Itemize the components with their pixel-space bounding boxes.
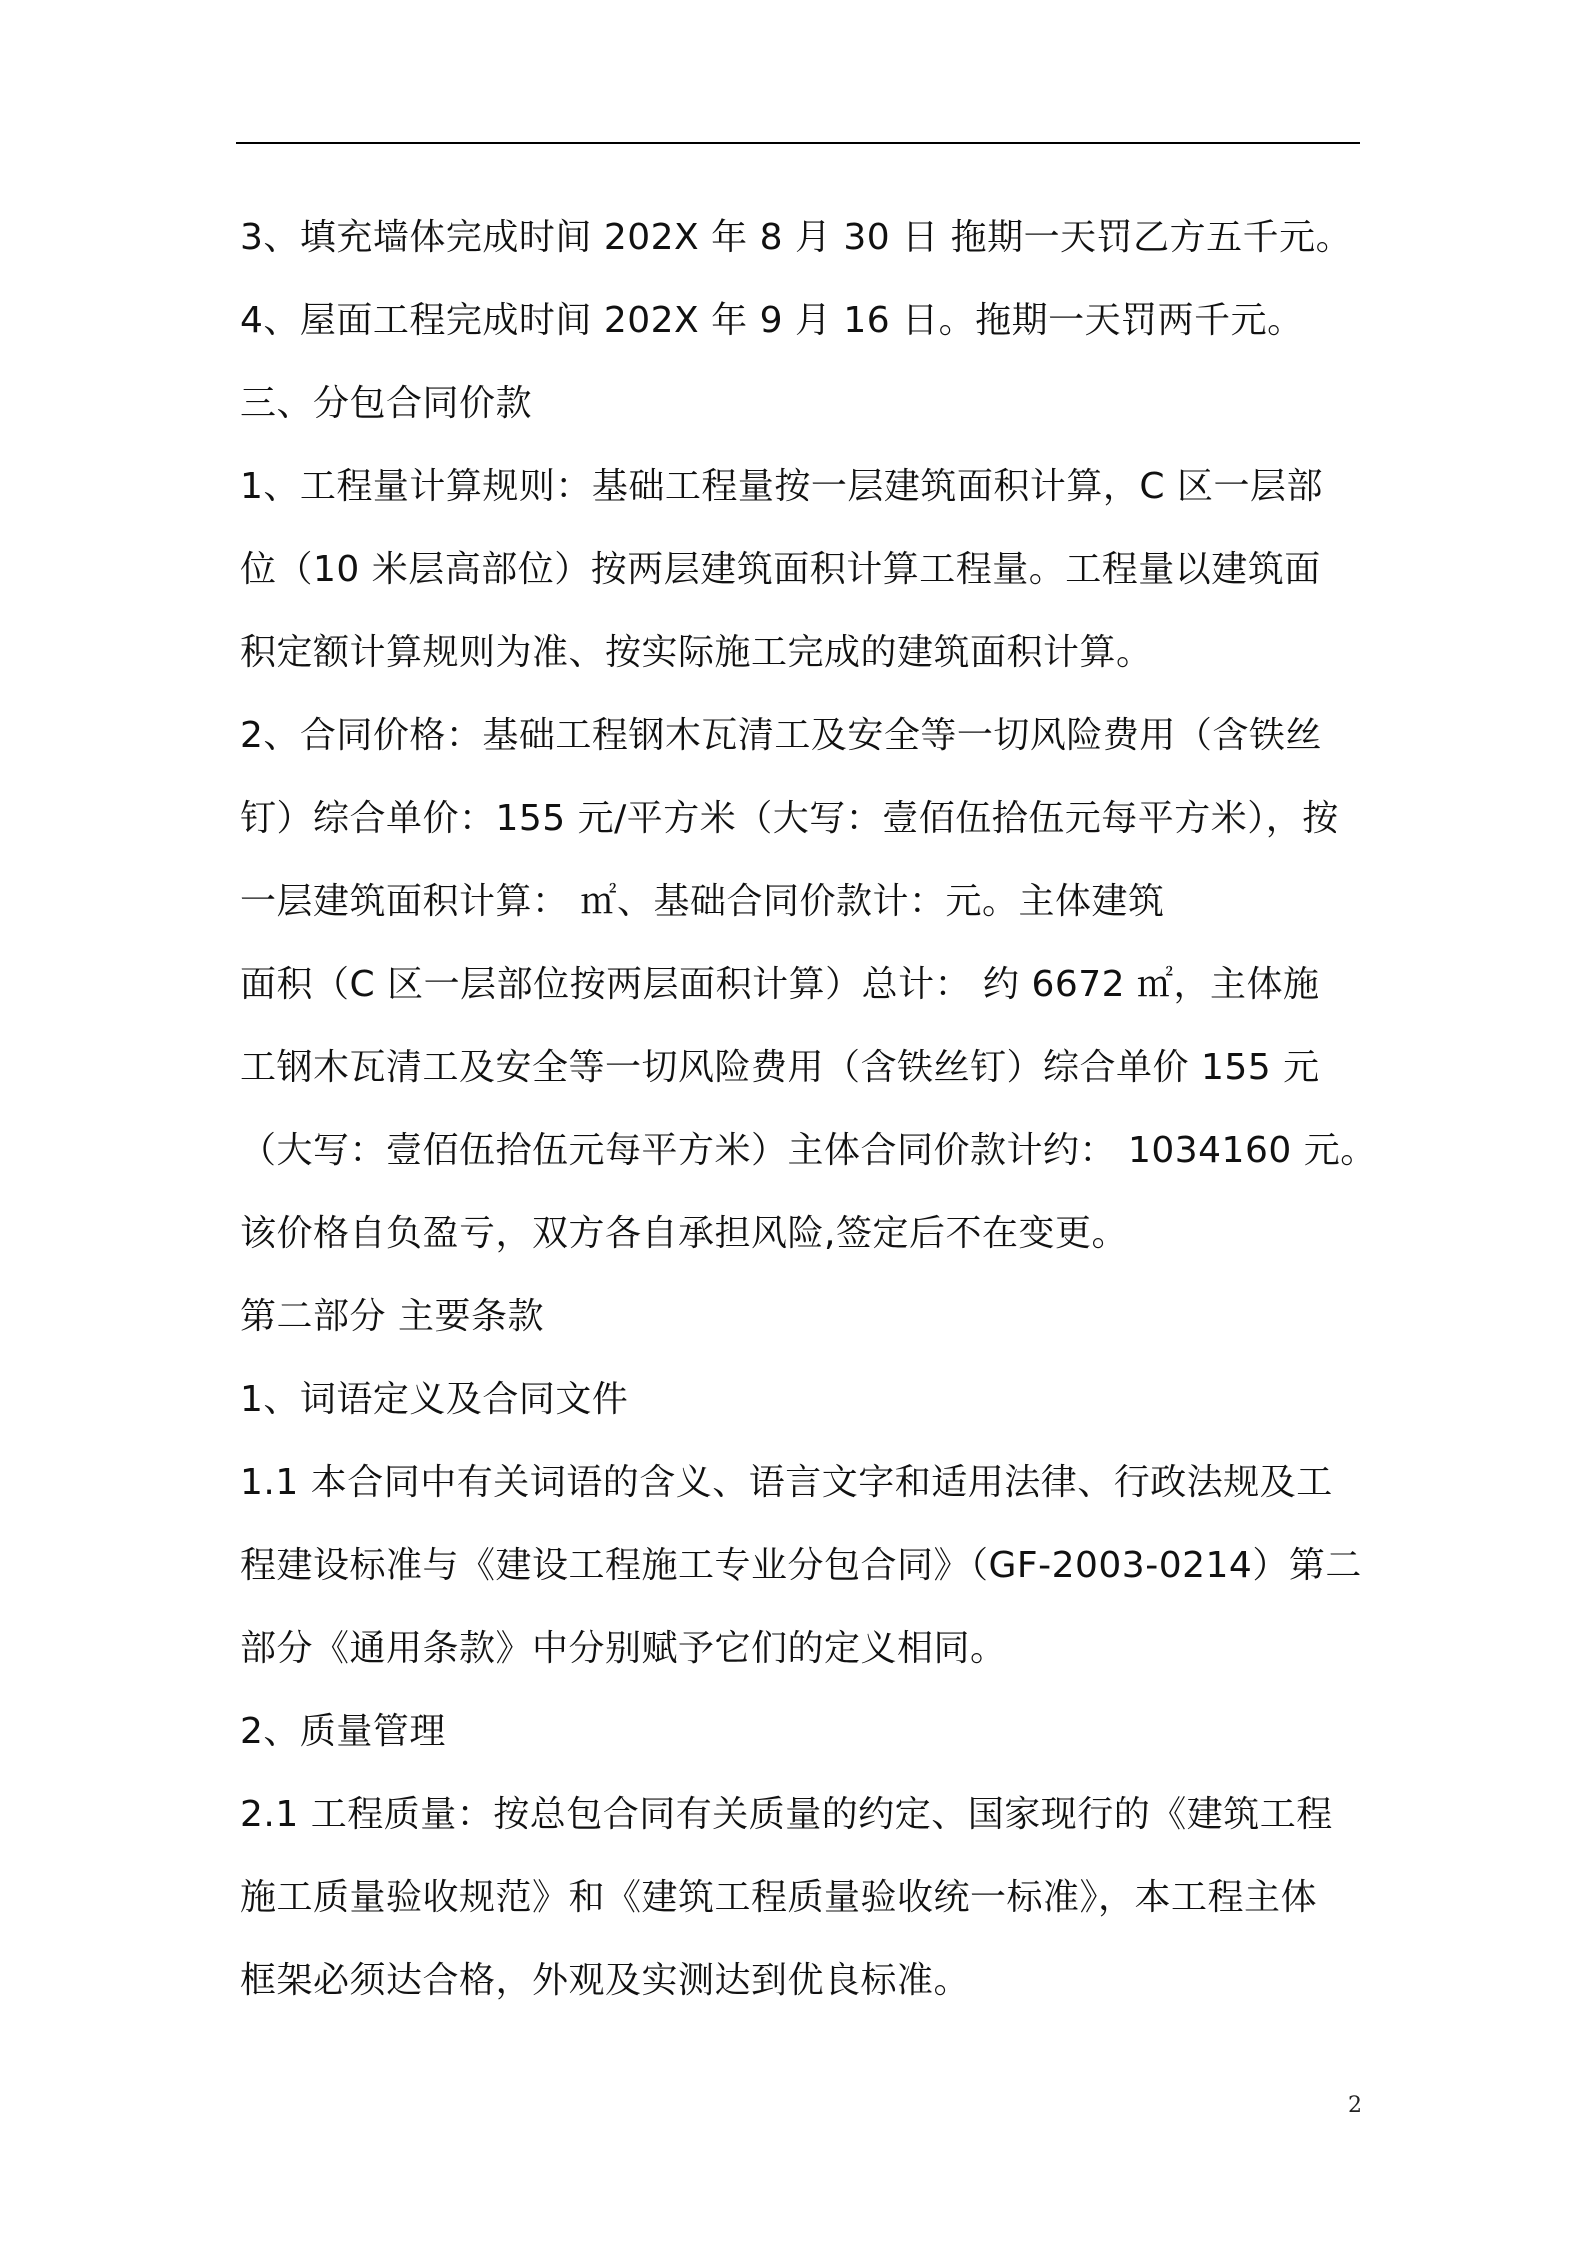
contract-body — [240, 196, 1377, 2022]
text-line: 2.1 工程质量：按总包合同有关质量的约定、国家现行的《建筑工程 — [240, 1794, 1333, 1835]
clause-heading: 1、词语定义及合同文件 — [240, 1379, 629, 1420]
text-line: 施工质量验收规范》和《建筑工程质量验收统一标准》，本工程主体 — [240, 1877, 1318, 1918]
text-line: 工钢木瓦清工及安全等一切风险费用（含铁丝钉）综合单价 155 元 — [240, 1047, 1320, 1088]
text-line: 程建设标准与《建设工程施工专业分包合同》（GF-2003-0214）第二 — [240, 1545, 1362, 1586]
text-line: 面积（C 区一层部位按两层面积计算）总计： 约 6672 ㎡，主体施 — [240, 964, 1320, 1005]
header-rule — [236, 142, 1360, 144]
text-line: （大写：壹佰伍拾伍元每平方米）主体合同价款计约： 1034160 元。 — [240, 1130, 1377, 1171]
text-line: 框架必须达合格，外观及实测达到优良标准。 — [240, 1960, 971, 2001]
text-line: 1、工程量计算规则：基础工程量按一层建筑面积计算，C 区一层部 — [240, 466, 1323, 507]
section-heading: 三、分包合同价款 — [240, 383, 533, 424]
page-number: 2 — [1348, 2093, 1362, 2118]
text-line: 积定额计算规则为准、按实际施工完成的建筑面积计算。 — [240, 632, 1153, 673]
text-line: 部分《通用条款》中分别赋予它们的定义相同。 — [240, 1628, 1007, 1669]
text-line: 钉）综合单价：155 元/平方米（大写：壹佰伍拾伍元每平方米），按 — [240, 798, 1339, 839]
part-heading: 第二部分 主要条款 — [240, 1296, 544, 1337]
text-line: 该价格自负盈亏，双方各自承担风险,签定后不在变更。 — [240, 1213, 1128, 1254]
text-line: 2、合同价格：基础工程钢木瓦清工及安全等一切风险费用（含铁丝 — [240, 715, 1322, 756]
text-line: 位（10 米层高部位）按两层建筑面积计算工程量。工程量以建筑面 — [240, 549, 1321, 590]
clause-heading: 2、质量管理 — [240, 1711, 446, 1752]
text-line: 1.1 本合同中有关词语的含义、语言文字和适用法律、行政法规及工 — [240, 1462, 1333, 1503]
text-line: 4、屋面工程完成时间 202X 年 9 月 16 日。拖期一天罚两千元。 — [240, 300, 1304, 341]
text-line: 3、填充墙体完成时间 202X 年 8 月 30 日 拖期一天罚乙方五千元。 — [240, 217, 1353, 258]
text-line: 一层建筑面积计算： ㎡、基础合同价款计：元。主体建筑 — [240, 881, 1165, 922]
